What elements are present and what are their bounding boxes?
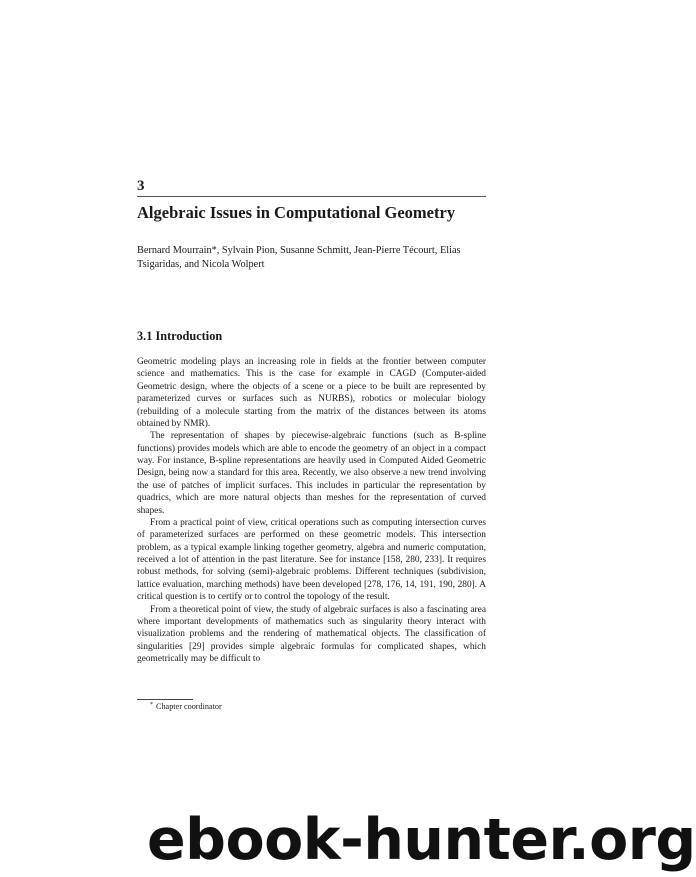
footnote-rule bbox=[137, 699, 193, 700]
body-text bbox=[137, 356, 486, 665]
footnote bbox=[150, 702, 222, 711]
author-list: Bernard Mourrain*, Sylvain Pion, Susanne Schmitt, Jean-Pierre Técourt, Elias Tsigaridas, and Nicola Wolpert bbox=[137, 245, 461, 270]
section-heading: 3.1 Introduction bbox=[137, 329, 223, 343]
chapter-title: Algebraic Issues in Computational Geometry bbox=[137, 203, 456, 222]
paragraph: Geometric modeling plays an increasing role in fields at the frontier between computer science and mathematics. This is the case for example in CAGD (Computer-aided Geometric design, where the objects of a scene or a piece to be built are represented by parameterized curves or surfaces such as NURBS), robotics or molecular biology (rebuilding of a molecule starting from the matrix of the distances between its atoms obtained by NMR). bbox=[137, 357, 486, 429]
chapter-rule bbox=[137, 196, 486, 197]
paragraph: From a practical point of view, critical operations such as computing intersection curves of parameterized surfaces are performed on these geometric models. This intersection problem, as a typical example linking together geometry, algebra and numeric computation, received a lot of attention in the past literature. See for instance [158, 280, 233]. It requires robust methods, for solving (semi)-algebraic problems. Different techniques (subdivision, lattice evaluation, marching methods) have been developed [278, 176, 14, 191, 190, 280]. A critical question is to certify or to control the topology of the result. bbox=[137, 517, 486, 603]
paragraph: From a theoretical point of view, the study of algebraic surfaces is also a fascinating area where important developments of mathematics such as singularity theory interact with visualization problems and the rendering of mathematical objects. The classification of singularities [29] provides simple algebraic formulas for complicated shapes, which geometrically may be difficult to bbox=[137, 604, 486, 664]
footnote-marker: * bbox=[150, 702, 153, 708]
footnote-text: Chapter coordinator bbox=[156, 702, 222, 711]
watermark-logo: ebook-hunter.org bbox=[147, 807, 696, 873]
paragraph: The representation of shapes by piecewise-algebraic functions (such as B-spline functions) provides models which are able to encode the geometry of an object in a compact way. For instance, B-spline representations are heavily used in Computed Aided Geometric Design, being now a standard for this area. Recently, we also observe a new trend involving the use of patches of implicit surfaces. This includes in particular the representation by quadrics, which are more natural objects than meshes for the representation of curved shapes. bbox=[137, 431, 486, 516]
chapter-number: 3 bbox=[137, 178, 145, 194]
